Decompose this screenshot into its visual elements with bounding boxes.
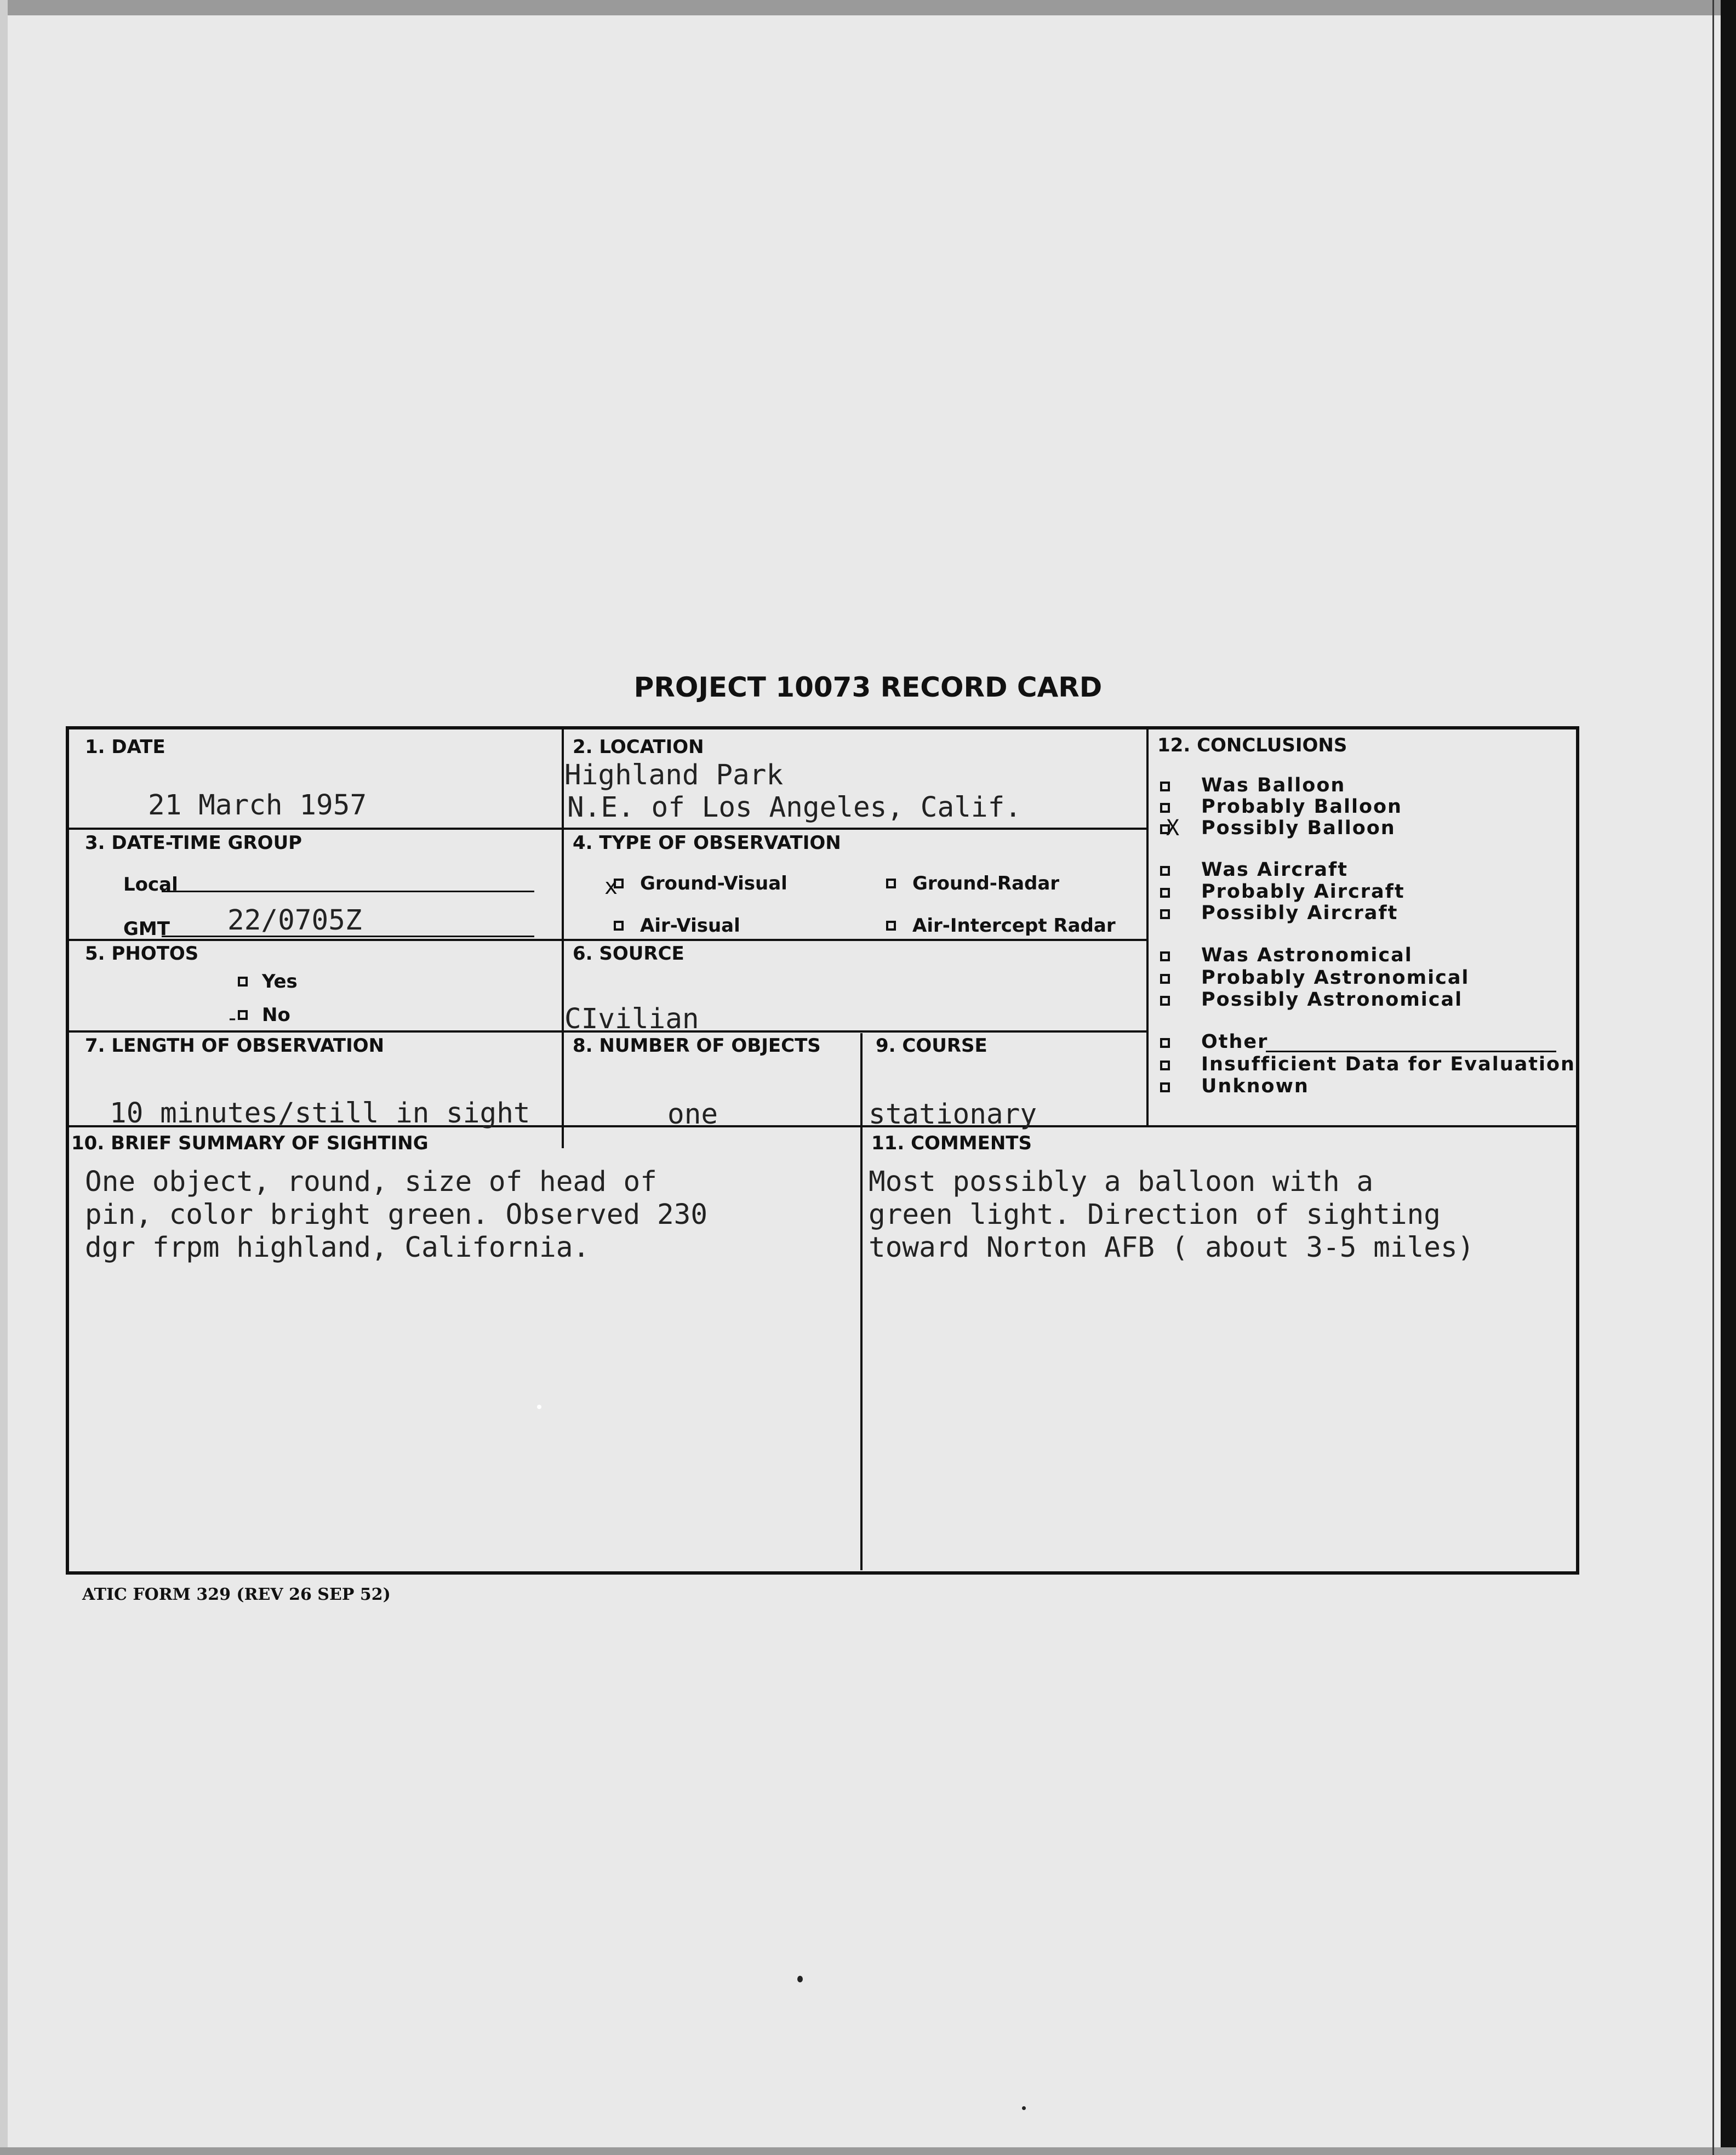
insufficient-data-checkbox[interactable] xyxy=(1160,1061,1170,1070)
scan-border-left xyxy=(0,0,8,2155)
air-intercept-radar-option: Air-Intercept Radar xyxy=(912,915,1116,937)
was-balloon-option: Was Balloon xyxy=(1201,774,1346,796)
conclusions-label: 12. CONCLUSIONS xyxy=(1157,734,1347,756)
scan-speck xyxy=(537,1405,541,1409)
other-checkbox[interactable] xyxy=(1160,1038,1170,1048)
photos-yes-checkbox[interactable] xyxy=(238,977,248,987)
row-line-2 xyxy=(66,939,1147,941)
length-of-observation-label: 7. LENGTH OF OBSERVATION xyxy=(85,1035,385,1057)
was-astronomical-option: Was Astronomical xyxy=(1201,944,1413,966)
possibly-astronomical-checkbox[interactable] xyxy=(1160,996,1170,1006)
other-option: Other xyxy=(1201,1031,1269,1053)
ground-visual-x-mark: x xyxy=(604,874,618,899)
was-aircraft-checkbox[interactable] xyxy=(1160,866,1170,876)
air-visual-checkbox[interactable] xyxy=(614,921,624,931)
scan-fold-line xyxy=(1712,0,1714,2155)
probably-balloon-option: Probably Balloon xyxy=(1201,796,1402,818)
ground-visual-option: Ground-Visual xyxy=(640,873,787,894)
comments-line-3: toward Norton AFB ( about 3-5 miles) xyxy=(869,1232,1475,1264)
local-underline xyxy=(162,891,534,892)
scan-border-bottom xyxy=(0,2147,1736,2155)
card-title: PROJECT 10073 RECORD CARD xyxy=(633,671,1103,703)
scan-speck xyxy=(1022,2106,1026,2110)
location-label: 2. LOCATION xyxy=(573,736,704,758)
course-label: 9. COURSE xyxy=(876,1035,987,1057)
location-line1: Highland Park xyxy=(564,759,784,791)
unknown-checkbox[interactable] xyxy=(1160,1082,1170,1092)
divider-col2 xyxy=(1146,729,1149,1126)
photos-label: 5. PHOTOS xyxy=(85,943,199,965)
unknown-option: Unknown xyxy=(1201,1075,1309,1097)
comments-line-2: green light. Direction of sighting xyxy=(869,1199,1441,1231)
other-underline xyxy=(1266,1051,1556,1052)
local-label: Local xyxy=(123,874,178,896)
date-label: 1. DATE xyxy=(85,736,165,758)
ground-radar-checkbox[interactable] xyxy=(886,879,896,888)
form-number: ATIC FORM 329 (REV 26 SEP 52) xyxy=(82,1585,391,1604)
course-value: stationary xyxy=(869,1098,1037,1131)
possibly-balloon-x-mark: X xyxy=(1166,816,1180,841)
insufficient-data-option: Insufficient Data for Evaluation xyxy=(1201,1053,1575,1075)
air-visual-option: Air-Visual xyxy=(640,915,740,937)
scan-border-top xyxy=(0,0,1736,15)
comments-line-1: Most possibly a balloon with a xyxy=(869,1166,1374,1198)
photos-no-option: No xyxy=(262,1004,290,1026)
photos-no-checkbox[interactable] xyxy=(238,1010,248,1020)
possibly-aircraft-option: Possibly Aircraft xyxy=(1201,902,1398,924)
ground-radar-option: Ground-Radar xyxy=(912,873,1060,894)
photos-no-x-mark: - xyxy=(226,1006,239,1031)
probably-astronomical-option: Probably Astronomical xyxy=(1201,967,1470,989)
possibly-aircraft-checkbox[interactable] xyxy=(1160,909,1170,919)
scan-speck xyxy=(797,1976,803,1982)
source-label: 6. SOURCE xyxy=(573,943,684,965)
divider-summary xyxy=(860,1126,863,1570)
was-balloon-checkbox[interactable] xyxy=(1160,782,1170,791)
type-of-observation-label: 4. TYPE OF OBSERVATION xyxy=(573,832,841,854)
photos-yes-option: Yes xyxy=(262,971,298,993)
probably-astronomical-checkbox[interactable] xyxy=(1160,974,1170,984)
summary-line-3: dgr frpm highland, California. xyxy=(85,1232,590,1264)
probably-aircraft-checkbox[interactable] xyxy=(1160,888,1170,898)
scan-border-right xyxy=(1721,0,1736,2155)
possibly-astronomical-option: Possibly Astronomical xyxy=(1201,989,1463,1011)
was-aircraft-option: Was Aircraft xyxy=(1201,859,1348,881)
summary-line-2: pin, color bright green. Observed 230 xyxy=(85,1199,708,1231)
was-astronomical-checkbox[interactable] xyxy=(1160,951,1170,961)
number-of-objects-value: one xyxy=(667,1098,718,1131)
source-value: CIvilian xyxy=(564,1003,699,1035)
probably-aircraft-option: Probably Aircraft xyxy=(1201,881,1405,903)
possibly-balloon-option: Possibly Balloon xyxy=(1201,817,1396,839)
air-intercept-radar-checkbox[interactable] xyxy=(886,921,896,931)
gmt-label: GMT xyxy=(123,918,170,940)
location-line2: N.E. of Los Angeles, Calif. xyxy=(567,791,1022,824)
date-value: 21 March 1957 xyxy=(148,789,367,822)
comments-label: 11. COMMENTS xyxy=(871,1132,1032,1154)
gmt-value: 22/0705Z xyxy=(227,904,362,937)
date-time-group-label: 3. DATE-TIME GROUP xyxy=(85,832,302,854)
row-line-1 xyxy=(66,828,1147,830)
length-of-observation-value: 10 minutes/still in sight xyxy=(110,1097,530,1130)
summary-line-1: One object, round, size of head of xyxy=(85,1166,657,1198)
summary-label: 10. BRIEF SUMMARY OF SIGHTING xyxy=(71,1132,429,1154)
probably-balloon-checkbox[interactable] xyxy=(1160,803,1170,813)
number-of-objects-label: 8. NUMBER OF OBJECTS xyxy=(573,1035,821,1057)
